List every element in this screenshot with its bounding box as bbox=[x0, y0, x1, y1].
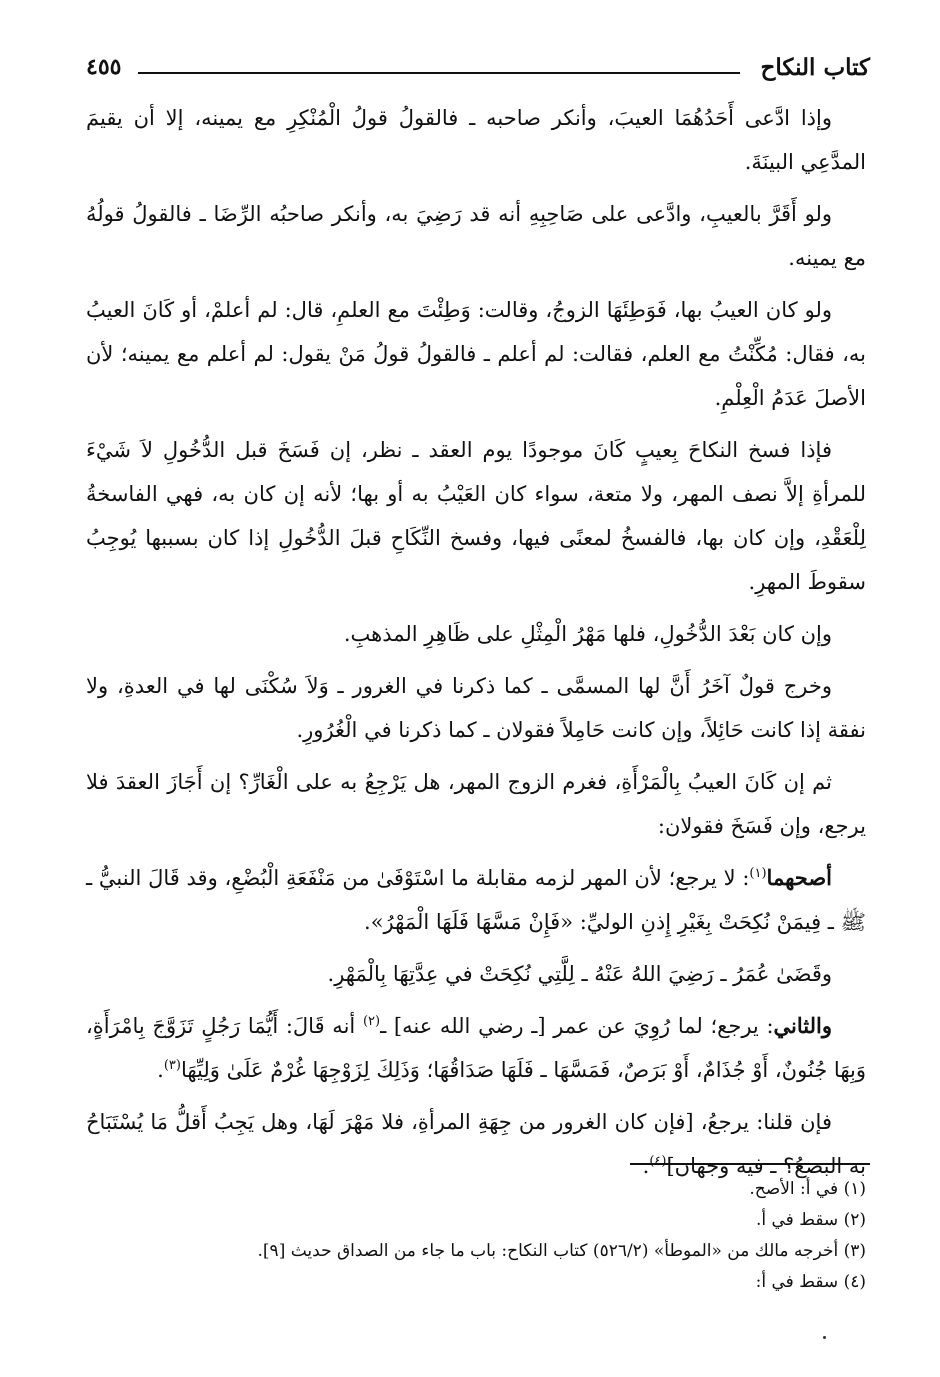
footnote: (١) في أ: الأصح. bbox=[749, 1179, 866, 1199]
page-number: ٤٥٥ bbox=[86, 54, 122, 80]
lead-term: والثاني bbox=[773, 1013, 832, 1038]
paragraph: وإذا ادَّعى أَحَدُهُمَا العيبَ، وأنكر صاحبه ـ فالقولُ قولُ الْمُنْكِرِ مع يمينه، إلا أن يقيمَ المدَّعِي البينَةَ. bbox=[86, 106, 866, 174]
paragraph: أصحهما$^{(١)}$: لا يرجع؛ لأن المهر لزمه مقابلة ما اسْتَوْفَىٰ من مَنْفَعَةِ الْبُضْعِ، وقد قَالَ النبيُّ ـ ﷺ ـ فِيمَنْ نُكِحَتْ بِغَيْرِ إِذنِ الوليِّ: «فَإِنْ مَسَّهَا فَلَهَا الْمَهْرُ». bbox=[86, 865, 866, 934]
paragraph: وخرج قولٌ آخَرُ أَنَّ لها المسمَّى ـ كما ذكرنا في الغرور ـ وَلاَ سُكْنَى لها في العدةِ، ولا نفقة إذا كانت حَائِلاً، وإن كانت حَامِلاً فقولان ـ كما ذكرنا في الْغُرُورِ. bbox=[86, 674, 866, 742]
header-rule bbox=[138, 72, 740, 74]
paragraph: وإن كان بَعْدَ الدُّخُولِ، فلها مَهْرُ الْمِثْلِ على ظَاهِرِ المذهبِ. bbox=[343, 622, 832, 646]
footnote: (٢) سقط في أ. bbox=[755, 1210, 866, 1230]
footnote-ref: (٣) bbox=[163, 1058, 181, 1073]
paragraph: فإن قلنا: يرجعُ، [فإن كان الغرور من جِهَةِ المرأةِ، فلا مَهْرَ لَهَا، وهل يَجِبُ أَقلُّ مَا يُسْتَبَاحُ به البضعُ؟ ـ فيه وجهان]$^{(٤)}$. bbox=[86, 1110, 866, 1178]
speck-mark bbox=[823, 1336, 826, 1339]
footnote: (٤) سقط في أ: bbox=[755, 1272, 866, 1292]
footnote-ref: (٢) bbox=[362, 1014, 381, 1029]
paragraph: ولو كان العيبُ بها، فَوَطِئَهَا الزوجُ، وقالت: وَطِئْتَ مع العلمِ، قال: لم أعلمْ، أو كَانَ العيبُ به، فقال: مُكِّنْتُ مع العلم، فقالت: لم أعلم ـ فالقولُ قولُ مَنْ يقول: لم أعلم مع يمينه؛ لأن الأصلَ عَدَمُ الْعِلْمِ. bbox=[86, 298, 866, 410]
paragraph: وقَضَىٰ عُمَرُ ـ رَضِيَ اللهُ عَنْهُ ـ لِلَّتِي نُكِحَتْ في عِدَّتِهَا بِالْمَهْرِ. bbox=[327, 962, 832, 986]
paragraph: فإذا فسخ النكاحَ بِعيبٍ كَانَ موجودًا يوم العقد ـ نظر، إن فَسَخَ قبل الدُّخُولِ لاَ شَيْءَ للمرأةِ إلاَّ نصف المهر، ولا متعة، سواء كان العَيْبُ به أو بها؛ لأنه إن كان به، فهي الفاسخةُ لِلْعَقْدِ، وإن كان بها، فالفسخُ لمعنًى فيها، وفسخ النِّكَاحِ قبلَ الدُّخُولِ إذا كان بسببها يُوجِبُ سقوطَ المهرِ. bbox=[86, 438, 866, 594]
lead-term: أصحهما bbox=[766, 865, 832, 890]
footnote-ref: (١) bbox=[749, 866, 767, 881]
chapter-title: كتاب النكاح bbox=[760, 54, 870, 81]
paragraph: ثم إن كَانَ العيبُ بِالْمَرْأَةِ، فغرم الزوج المهر، هل يَرْجِعُ به على الْغَارِّ؟ إن أَجَازَ العقدَ فلا يرجع، وإن فَسَخَ فقولان: bbox=[86, 770, 866, 838]
footnote-separator bbox=[630, 1163, 870, 1165]
footnote: (٣) أخرجه مالك من «الموطأ» (٥٢٦/٢) كتاب النكاح: باب ما جاء من الصداق حديث [٩]. bbox=[257, 1241, 866, 1261]
footnote-ref: (٤) bbox=[649, 1154, 667, 1169]
paragraph: والثاني: يرجع؛ لما رُوِيَ عن عمر [ـ رضي الله عنه] ـ$^{(٢)}$ أنه قَالَ: أَيُّمَا رَجُلٍ تَزَوَّجَ بِامْرَأَةٍ، وَبِهَا جُنُونٌ، أَوْ جُذَامٌ، أَوْ بَرَصٌ، فَمَسَّهَا ـ فَلَهَا صَدَاقُهَا؛ وَذَلِكَ لِزَوْجِهَا غُرْمٌ عَلَىٰ وَلِيِّهَا$^{(٣)}$. bbox=[86, 1013, 866, 1082]
main-text bbox=[86, 96, 866, 1196]
page-header bbox=[86, 54, 870, 94]
paragraph: ولو أَقَرَّ بالعيبِ، وادَّعى على صَاحِبِهِ أنه قد رَضِيَ به، وأنكر صاحبُه الرِّضَا ـ فالقولُ قولُهُ مع يمينه. bbox=[86, 202, 866, 270]
footnotes bbox=[86, 1174, 866, 1298]
